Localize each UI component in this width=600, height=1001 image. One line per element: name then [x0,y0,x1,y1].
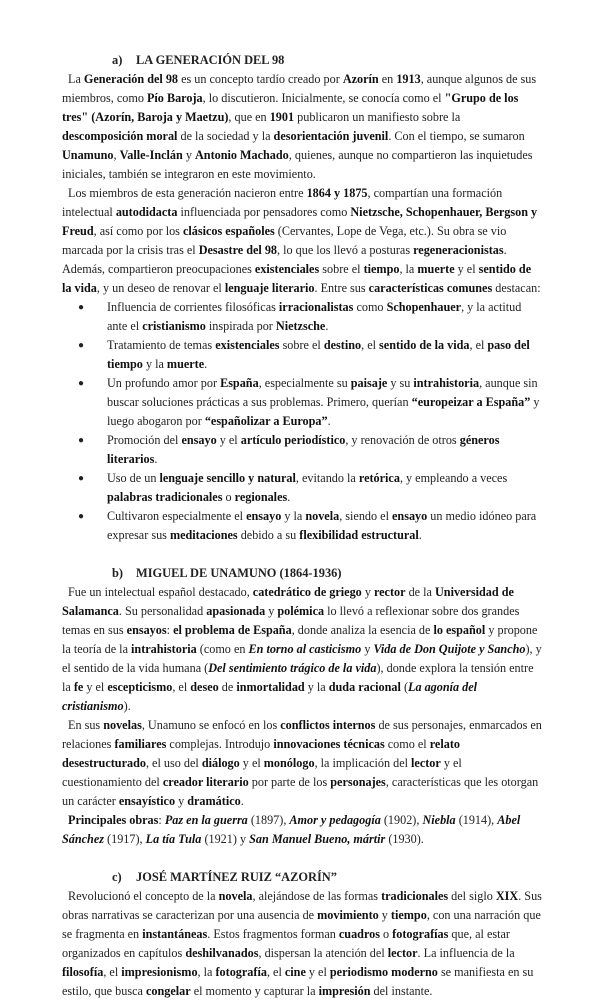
emphasized-text: deshilvanados [185,946,259,960]
text-run: lo llevó a reflexionar sobre dos grandes temas en sus [62,604,520,637]
emphasized-text: desorientación juvenil [273,129,389,143]
emphasized-text: conflictos internos [280,718,376,732]
emphasized-text: paisaje [350,376,388,390]
text-run: y el [83,680,108,694]
emphasized-text: destino [323,338,362,352]
text-run: , características que les otorgan un carácter [62,775,539,808]
emphasized-text: lo español [433,623,486,637]
text-run: Un profundo amor por [107,376,221,390]
emphasized-text: Abel Sánchez [62,813,521,846]
emphasized-text: descomposición moral [62,129,178,143]
paragraph [62,184,542,298]
text-run: Cultivaron especialmente el [107,509,247,523]
text-run: destacan: [492,281,541,295]
text-run: y [182,148,195,162]
emphasized-text: géneros literarios [107,433,500,466]
emphasized-text: Amor y pedagogía [289,813,381,827]
emphasized-text: catedrático de griego [252,585,362,599]
text-run: , compartían una formación intelectual [62,186,503,219]
emphasized-text: apasionada [206,604,266,618]
text-run: . [327,414,331,428]
bullet-icon: ● [78,378,85,389]
text-run: por parte de los [248,775,331,789]
emphasized-text: dramático [187,794,241,808]
text-run: de [218,680,237,694]
list-item-text [107,338,530,371]
text-run: , alejándose de las formas [252,889,382,903]
text-run: y el [216,433,241,447]
text-run: o [222,490,235,504]
text-run: , donde analiza la esencia de [291,623,434,637]
text-run: Influencia de corrientes filosóficas [107,300,279,314]
text-run: , [113,148,120,162]
emphasized-text: regionales [234,490,288,504]
emphasized-text: impresión [318,984,371,998]
section-heading [62,564,542,583]
emphasized-text: irracionalistas [278,300,354,314]
bullet-icon: ● [78,435,85,446]
emphasized-text: ensayístico [118,794,176,808]
emphasized-text: periodismo moderno [329,965,438,979]
emphasized-text: intrahistoria [131,642,197,656]
text-run: , así como por los [93,224,183,238]
text-run: , lo que los llevó a posturas [277,243,414,257]
emphasized-text: clásicos españoles [182,224,275,238]
text-run: como [353,300,387,314]
emphasized-text: Universidad de Salamanca [62,585,514,618]
text-run: , la implicación del [314,756,412,770]
emphasized-text: cuadros [338,927,380,941]
emphasized-text: polémica [277,604,325,618]
bullet-icon: ● [78,511,85,522]
text-run: y [175,794,188,808]
emphasized-text: Vida de Don Quijote y Sancho [373,642,526,656]
emphasized-text: Unamuno [62,148,114,162]
section-title: JOSÉ MARTÍNEZ RUIZ “AZORÍN” [136,870,337,884]
text-run: (1914), [455,813,498,827]
text-run: Tratamiento de temas [107,338,216,352]
text-run: se manifiesta en su estilo, que busca [62,965,534,998]
emphasized-text: congelar [145,984,191,998]
emphasized-text: En torno al casticismo [248,642,362,656]
text-run: del instante. [370,984,433,998]
text-run: ), y el sentido de la vida humana ( [62,642,542,675]
text-run: . Además, compartieron preocupaciones [62,243,507,276]
emphasized-text: 1901 [269,110,295,124]
emphasized-text: paso del tiempo [107,338,530,371]
text-run: es un concepto tardío creado por [178,72,343,86]
emphasized-text: familiares [114,737,167,751]
text-run: de la [405,585,435,599]
text-run: (1930). [385,832,424,846]
text-run: . [204,357,208,371]
text-run: y luego abogaron por [107,395,540,428]
text-run: Uso de un [107,471,160,485]
emphasized-text: lenguaje literario [224,281,315,295]
emphasized-text: fotografía [215,965,267,979]
section-azorin [62,868,542,1001]
text-run: y su [387,376,414,390]
text-run: (1917), [104,832,146,846]
text-run: , aunque algunos de sus miembros, como [62,72,537,105]
text-run: , dispersan la atención del [258,946,388,960]
text-run: . [418,528,422,542]
text-run: , especialmente su [258,376,351,390]
text-run: y la [281,509,306,523]
text-run: , quienes, aunque no compartieron las inquietudes iniciales, también se integraron en este movimiento. [62,148,533,181]
emphasized-text: San Manuel Bueno, mártir [249,832,386,846]
text-run: . [325,319,329,333]
emphasized-text: sentido de la vida [379,338,470,352]
emphasized-text: novelas [103,718,142,732]
text-run: : [166,623,174,637]
text-run: influenciada por pensadores como [177,205,351,219]
text-run: . Sus obras narrativas se caracterizan por una ausencia de [62,889,542,922]
section-label: c) [112,870,122,884]
emphasized-text: La tía Tula [145,832,202,846]
text-run: , el uso del [145,756,202,770]
emphasized-text: cristianismo [142,319,206,333]
list-item [62,469,542,507]
list-item-text [107,376,539,428]
text-run: o [379,927,393,941]
text-run: , Unamuno se enfocó en los [141,718,281,732]
text-run: sobre el [279,338,324,352]
emphasized-text: existenciales [215,338,280,352]
text-run: , evitando la [295,471,359,485]
emphasized-text: fotografías [392,927,449,941]
emphasized-text: España [220,376,259,390]
emphasized-text: cine [284,965,306,979]
paragraph [62,70,542,184]
text-run: Fue un intelectual español destacado, [68,585,253,599]
text-run: ), donde explora la tensión entre la [62,661,534,694]
section-generacion-98 [62,51,542,545]
emphasized-text: lector [387,946,418,960]
text-run: (1902), [380,813,423,827]
emphasized-text: Niebla [422,813,456,827]
emphasized-text: Antonio Machado [194,148,289,162]
emphasized-text: ensayos [126,623,167,637]
emphasized-text: Valle-Inclán [119,148,183,162]
emphasized-text: Nietzsche, Schopenhauer, Bergson y Freud [62,205,538,238]
emphasized-text: Schopenhauer [386,300,462,314]
list-item [62,431,542,469]
emphasized-text: tiempo [390,908,427,922]
text-run: el momento y capturar la [190,984,319,998]
bullet-icon: ● [78,302,85,313]
emphasized-text: fe [73,680,84,694]
emphasized-text: flexibilidad estructural [299,528,419,542]
text-run: . [154,452,158,466]
text-run: Revolucionó el concepto de la [68,889,219,903]
emphasized-text: ensayo [181,433,217,447]
list-item-text [107,300,521,333]
text-run: . [287,490,291,504]
emphasized-text: 1913 [396,72,421,86]
text-run: sobre el [319,262,364,276]
emphasized-text: XIX [495,889,519,903]
text-run: y [361,642,374,656]
emphasized-text: personajes [330,775,386,789]
list-item [62,374,542,431]
text-run: , y un deseo de renovar el [96,281,225,295]
section-label: b) [112,566,124,580]
text-run: (Cervantes, Lope de Vega, etc.). Su obra se vio marcada por la crisis tras el [62,224,507,257]
list-item [62,336,542,374]
emphasized-text: novela [218,889,253,903]
emphasized-text: intrahistoria [413,376,480,390]
text-run: En sus [68,718,104,732]
text-run: La [68,72,84,86]
section-title: LA GENERACIÓN DEL 98 [136,53,285,67]
text-run: , y empleando a veces [399,471,508,485]
emphasized-text: muerte [417,262,455,276]
list-item [62,298,542,336]
text-run: , y renovación de otros [345,433,460,447]
paragraph [62,887,542,1001]
text-run: publicaron un manifiesto sobre la [294,110,461,124]
bullet-icon: ● [78,473,85,484]
text-run: que, al estar organizados en capítulos [62,927,510,960]
text-run: , el [266,965,285,979]
emphasized-text: Del sentimiento trágico de la vida [208,661,377,675]
emphasized-text: rector [373,585,406,599]
emphasized-text: Generación del 98 [83,72,179,86]
emphasized-text: Nietzsche [275,319,326,333]
text-run: y la [304,680,329,694]
paragraph [62,583,542,716]
text-run: y [265,604,278,618]
emphasized-text: 1864 y 1875 [306,186,368,200]
text-run: ). [123,699,131,713]
emphasized-text: “españolizar a Europa” [204,414,328,428]
text-run: . Su personalidad [118,604,207,618]
emphasized-text: tradicionales [381,889,449,903]
text-run: . Entre sus [314,281,369,295]
emphasized-text: artículo periodístico [240,433,346,447]
text-run: y la [142,357,167,371]
emphasized-text: lector [411,756,441,770]
emphasized-text: el problema de España [173,623,292,637]
emphasized-text: instantáneas [142,927,208,941]
emphasized-text: palabras tradicionales [107,490,223,504]
emphasized-text: regeneracionistas [413,243,504,257]
emphasized-text: sentido de la vida [62,262,532,295]
section-heading [62,868,542,887]
emphasized-text: filosofía [62,965,104,979]
emphasized-text: lenguaje sencillo y natural [159,471,296,485]
emphasized-text: ensayo [392,509,428,523]
text-run: como el [384,737,430,751]
text-run: del siglo [448,889,496,903]
text-run: : [158,813,165,827]
text-run: , y la actitud ante el [107,300,522,333]
text-run: debido a su [237,528,300,542]
emphasized-text: creador literario [162,775,249,789]
text-run: , el [361,338,380,352]
emphasized-text: autodidacta [115,205,178,219]
emphasized-text: escepticismo [107,680,173,694]
emphasized-text: Principales obras [68,813,159,827]
text-run: , el [469,338,488,352]
emphasized-text: inmortalidad [236,680,305,694]
emphasized-text: ensayo [246,509,282,523]
text-run: . Estos fragmentos forman [207,927,339,941]
text-run: y [361,585,374,599]
emphasized-text: muerte [166,357,205,371]
text-run: de sus personajes, enmarcados en relaciones [62,718,542,751]
text-run: (como en [196,642,249,656]
text-run: y [378,908,391,922]
text-run: complejas. Introdujo [166,737,274,751]
emphasized-text: diálogo [201,756,240,770]
list-item-text [107,433,499,466]
emphasized-text: relato desestructurado [62,737,460,770]
text-run: , la [399,262,418,276]
list-item-text [107,509,536,542]
emphasized-text: duda racional [328,680,401,694]
paragraph [62,811,542,849]
text-run: inspirada por [205,319,276,333]
emphasized-text: Azorín [342,72,379,86]
text-run: , aunque sin buscar soluciones prácticas a sus problemas. Primero, querían [107,376,538,409]
text-run: . Con el tiempo, se sumaron [388,129,525,143]
emphasized-text: Pío Baroja [146,91,203,105]
emphasized-text: "Grupo de los tres" (Azorín, Baroja y Maetzu) [62,91,519,124]
text-run: y propone la teoría de la [62,623,538,656]
emphasized-text: características comunes [368,281,493,295]
emphasized-text: Paz en la guerra [164,813,248,827]
emphasized-text: La agonía del cristianismo [62,680,478,713]
text-run: , lo discutieron. Inicialmente, se conocía como el [202,91,445,105]
text-run: un medio idóneo para expresar sus [107,509,537,542]
characteristics-list [62,298,542,545]
text-run: . [240,794,244,808]
text-run: , el [103,965,122,979]
text-run: Los miembros de esta generación nacieron entre [68,186,307,200]
section-unamuno [62,564,542,849]
list-item-text [107,471,507,504]
emphasized-text: meditaciones [169,528,238,542]
emphasized-text: tiempo [363,262,400,276]
text-run: , la [197,965,216,979]
text-run: , que en [228,110,270,124]
text-run: y el cuestionamiento del [62,756,462,789]
text-run: de la sociedad y la [177,129,274,143]
section-title: MIGUEL DE UNAMUNO (1864-1936) [136,566,342,580]
section-label: a) [112,53,123,67]
text-run: , el [172,680,191,694]
text-run: . La influencia de la [417,946,515,960]
text-run: y el [239,756,264,770]
text-run: (1921) y [201,832,250,846]
list-item [62,507,542,545]
text-run: y el [454,262,479,276]
emphasized-text: novela [305,509,340,523]
emphasized-text: movimiento [317,908,379,922]
emphasized-text: “europeizar a España” [411,395,531,409]
paragraph [62,716,542,811]
text-run: en [378,72,397,86]
emphasized-text: impresionismo [121,965,198,979]
emphasized-text: monólogo [263,756,315,770]
bullet-icon: ● [78,340,85,351]
section-heading [62,51,542,70]
emphasized-text: Desastre del 98 [198,243,278,257]
text-run: , con una narración que se fragmenta en [62,908,541,941]
emphasized-text: innovaciones técnicas [273,737,385,751]
emphasized-text: deseo [190,680,219,694]
text-run: (1897), [247,813,290,827]
text-run: Promoción del [107,433,182,447]
text-run: y el [305,965,330,979]
text-run: , siendo el [339,509,393,523]
text-run: ( [400,680,408,694]
emphasized-text: retórica [358,471,400,485]
emphasized-text: existenciales [254,262,320,276]
